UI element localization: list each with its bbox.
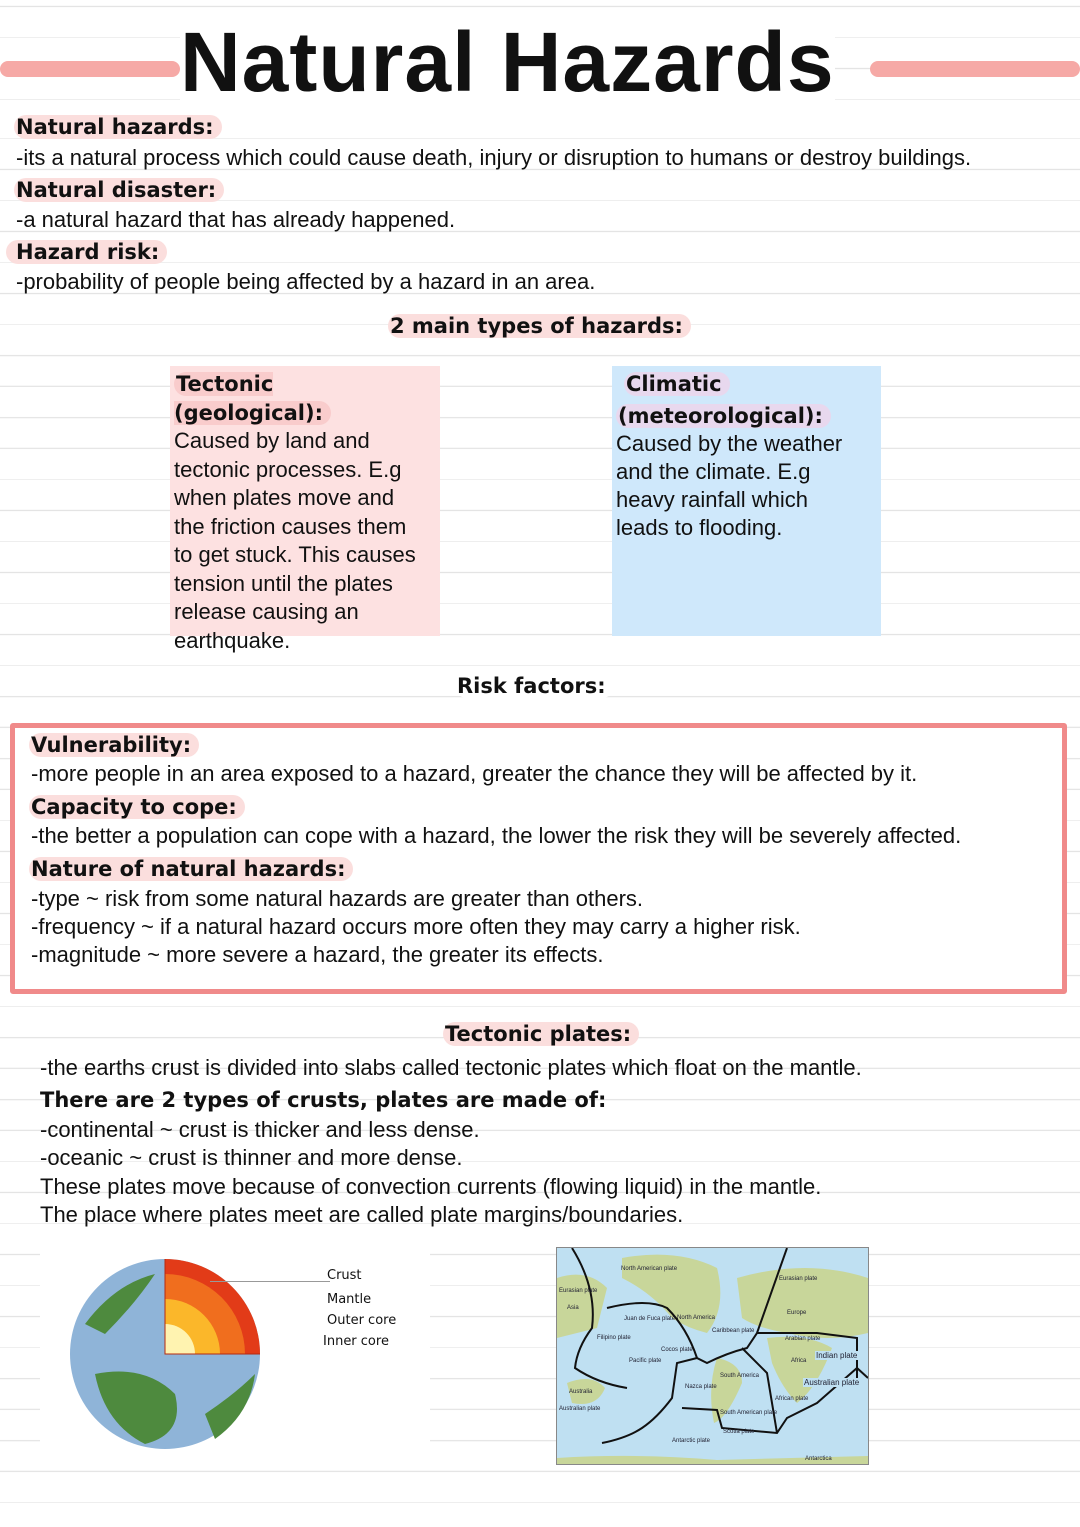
nature-line: -frequency ~ if a natural hazard occurs more often they may carry a higher risk.	[31, 914, 801, 939]
risk-factors-box	[10, 723, 1067, 994]
map-label: African plate	[775, 1396, 809, 1402]
map-label: Antarctica	[805, 1456, 832, 1462]
map-label-indian-plate: Indian plate	[816, 1351, 858, 1360]
map-label: Scotia plate	[723, 1429, 755, 1435]
map-label: South America	[720, 1373, 760, 1379]
map-label: Antarctic plate	[672, 1438, 711, 1444]
map-label: Europe	[787, 1310, 807, 1316]
map-label: Australian plate	[559, 1406, 601, 1412]
climatic-line: and the climate. E.g	[616, 459, 811, 484]
earth-cutaway-icon	[65, 1244, 305, 1466]
label-crust: Crust	[327, 1268, 362, 1283]
capacity-text: -the better a population can cope with a hazard, the lower the risk they will be severely affected.	[31, 823, 962, 848]
label-mantle: Mantle	[327, 1292, 372, 1307]
tectonic-line: to get stuck. This causes	[174, 542, 416, 567]
plates-line: These plates move because of convection currents (flowing liquid) in the mantle.	[40, 1174, 822, 1199]
tectonic-line: tension until the plates	[174, 570, 393, 596]
map-label: South American plate	[720, 1410, 778, 1416]
term-vulnerability: Vulnerability:	[29, 733, 199, 757]
map-label: Eurasian plate	[779, 1276, 818, 1282]
climatic-line: Caused by the weather	[616, 431, 843, 456]
tectonic-box	[170, 366, 440, 653]
title-bar-left	[0, 61, 180, 77]
nature-line: -magnitude ~ more severe a hazard, the greater its effects.	[31, 942, 604, 967]
climatic-line: leads to flooding.	[616, 515, 783, 540]
tectonic-line: Caused by land and	[174, 428, 370, 453]
vulnerability-text: -more people in an area exposed to a hazard, greater the chance they will be affected by it.	[31, 761, 918, 786]
tectonic-heading: Tectonic (geological):	[174, 372, 331, 425]
map-label: Asia	[567, 1305, 579, 1311]
map-label: Africa	[791, 1358, 807, 1364]
label-inner-core: Inner core	[323, 1334, 389, 1349]
climatic-heading: Climatic	[624, 372, 730, 396]
tectonic-line: earthquake.	[174, 627, 291, 653]
plates-line: The place where plates meet are called plate margins/boundaries.	[40, 1202, 684, 1227]
term-nature: Nature of natural hazards:	[29, 857, 353, 881]
definition-natural-hazards: -its a natural process which could cause death, injury or disruption to humans or destroy buildings.	[16, 145, 972, 170]
map-label: North American plate	[621, 1266, 678, 1272]
map-label: Cocos plate	[661, 1347, 693, 1353]
map-label: Nazca plate	[685, 1384, 717, 1390]
map-label: Caribbean plate	[712, 1328, 755, 1334]
climatic-box	[612, 366, 881, 636]
map-label: Pacific plate	[629, 1358, 662, 1364]
plates-line: -oceanic ~ crust is thinner and more dense.	[40, 1145, 463, 1170]
term-hazard-risk: Hazard risk:	[6, 240, 167, 264]
term-capacity: Capacity to cope:	[29, 795, 245, 819]
definition-hazard-risk: -probability of people being affected by a hazard in an area.	[16, 269, 596, 294]
tectonic-line: when plates move and	[174, 485, 395, 510]
plates-intro: -the earths crust is divided into slabs called tectonic plates which float on the mantle.	[40, 1055, 862, 1080]
map-label: Juan de Fuca plate	[624, 1316, 676, 1322]
tectonic-plates-map	[556, 1247, 869, 1465]
tectonic-line: tectonic processes. E.g	[174, 456, 402, 482]
map-label: Arabian plate	[785, 1336, 821, 1342]
earth-diagram	[40, 1244, 430, 1466]
map-label: Australia	[569, 1389, 593, 1395]
climatic-line: heavy rainfall which	[616, 487, 808, 512]
climatic-heading-2: (meteorological):	[616, 404, 831, 428]
types-heading: 2 main types of hazards:	[388, 314, 691, 338]
tectonic-line: the friction causes them	[174, 513, 407, 539]
map-label: Filipino plate	[597, 1335, 631, 1341]
plates-line: -continental ~ crust is thicker and less dense.	[40, 1117, 480, 1142]
term-natural-hazards: Natural hazards:	[14, 115, 222, 139]
definition-natural-disaster: -a natural hazard that has already happened.	[16, 207, 456, 232]
label-outer-core: Outer core	[327, 1313, 397, 1328]
map-label-australian-plate: Australian plate	[804, 1378, 860, 1387]
risk-heading: Risk factors:	[455, 674, 614, 698]
map-label: Eurasian plate	[559, 1288, 598, 1294]
map-label: North America	[677, 1315, 716, 1321]
plates-heading: Tectonic plates:	[443, 1022, 639, 1046]
tectonic-line: release causing an	[174, 599, 359, 624]
title-bar-right	[870, 61, 1080, 77]
crust-heading: There are 2 types of crusts, plates are made of:	[40, 1088, 607, 1112]
nature-line: -type ~ risk from some natural hazards are greater than others.	[31, 886, 644, 911]
term-natural-disaster: Natural disaster:	[14, 178, 224, 202]
page-title: Natural Hazards	[180, 15, 835, 109]
